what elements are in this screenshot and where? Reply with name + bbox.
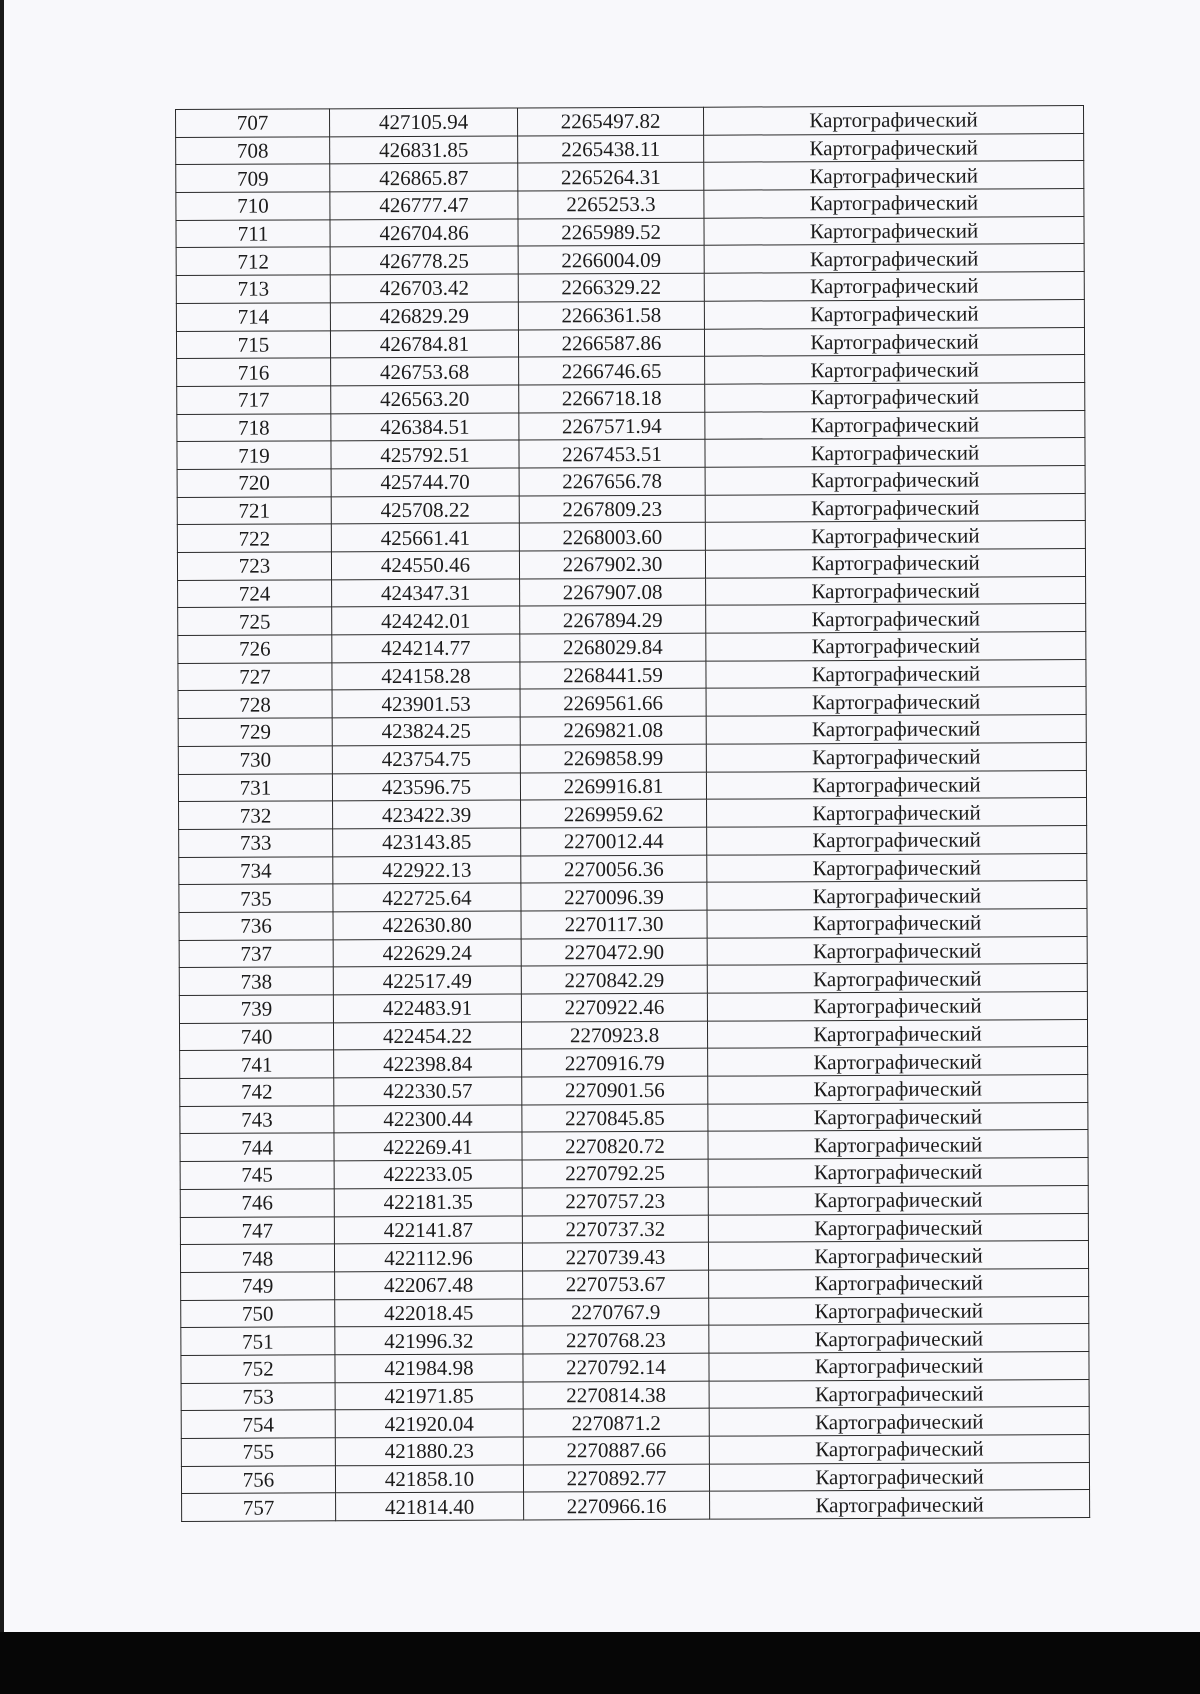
method-cell: Картографический: [707, 936, 1087, 965]
point-number-cell: 724: [178, 580, 332, 608]
y-coordinate-cell: 2265264.31: [518, 163, 704, 191]
table-row: [178, 715, 1086, 747]
x-coordinate-cell: 422483.91: [333, 994, 521, 1023]
method-cell: Картографический: [704, 327, 1084, 356]
point-number-cell: 716: [177, 358, 331, 386]
table-row: [178, 770, 1086, 802]
method-cell: Картографический: [704, 272, 1084, 301]
x-coordinate-cell: 426831.85: [330, 136, 518, 165]
table-row: [177, 521, 1085, 553]
point-number-cell: 721: [177, 496, 331, 524]
method-cell: Картографический: [708, 1213, 1088, 1242]
method-cell: Картографический: [706, 770, 1086, 799]
point-number-cell: 748: [180, 1244, 334, 1272]
method-cell: Картографический: [707, 908, 1087, 937]
point-number-cell: 734: [179, 856, 333, 884]
y-coordinate-cell: 2270767.9: [523, 1298, 709, 1326]
point-number-cell: 707: [176, 109, 330, 137]
table-row: [178, 632, 1086, 664]
table-row: [180, 1130, 1088, 1162]
x-coordinate-cell: 425792.51: [331, 440, 519, 469]
method-cell: Картографический: [709, 1351, 1089, 1380]
x-coordinate-cell: 421920.04: [335, 1409, 523, 1438]
y-coordinate-cell: 2270117.30: [521, 910, 707, 938]
method-cell: Картографический: [706, 576, 1086, 605]
table-row: [180, 1047, 1088, 1079]
point-number-cell: 711: [176, 220, 330, 248]
y-coordinate-cell: 2266746.65: [519, 356, 705, 384]
table-row: [177, 355, 1085, 387]
y-coordinate-cell: 2266718.18: [519, 384, 705, 412]
table-row: [181, 1268, 1089, 1300]
method-cell: Картографический: [708, 1241, 1088, 1270]
point-number-cell: 742: [180, 1078, 334, 1106]
point-number-cell: 725: [178, 607, 332, 635]
table-row: [177, 382, 1085, 414]
y-coordinate-cell: 2267656.78: [519, 467, 705, 495]
x-coordinate-cell: 422629.24: [333, 939, 521, 968]
point-number-cell: 718: [177, 413, 331, 441]
x-coordinate-cell: 422018.45: [335, 1299, 523, 1328]
table-row: [181, 1462, 1089, 1494]
y-coordinate-cell: 2270737.32: [522, 1215, 708, 1243]
x-coordinate-cell: 426384.51: [331, 413, 519, 442]
method-cell: Картографический: [705, 382, 1085, 411]
coordinates-table: [175, 105, 1090, 1522]
x-coordinate-cell: 421971.85: [335, 1382, 523, 1411]
method-cell: Картографический: [705, 355, 1085, 384]
point-number-cell: 741: [180, 1050, 334, 1078]
table-row: [176, 244, 1084, 276]
method-cell: Картографический: [707, 825, 1087, 854]
y-coordinate-cell: 2270472.90: [521, 938, 707, 966]
x-coordinate-cell: 426865.87: [330, 163, 518, 192]
table-row: [180, 1213, 1088, 1245]
method-cell: Картографический: [706, 659, 1086, 688]
point-number-cell: 726: [178, 635, 332, 663]
point-number-cell: 743: [180, 1106, 334, 1134]
x-coordinate-cell: 426784.81: [330, 330, 518, 359]
y-coordinate-cell: 2265438.11: [518, 135, 704, 163]
y-coordinate-cell: 2269821.08: [520, 716, 706, 744]
method-cell: Картографический: [704, 133, 1084, 162]
x-coordinate-cell: 427105.94: [330, 108, 518, 137]
y-coordinate-cell: 2270056.36: [521, 855, 707, 883]
table-row: [178, 742, 1086, 774]
method-cell: Картографический: [707, 853, 1087, 882]
x-coordinate-cell: 421814.40: [336, 1492, 524, 1521]
method-cell: Картографический: [706, 742, 1086, 771]
table-row: [176, 133, 1084, 165]
x-coordinate-cell: 424158.28: [332, 662, 520, 691]
y-coordinate-cell: 2267809.23: [519, 495, 705, 523]
point-number-cell: 745: [180, 1161, 334, 1189]
y-coordinate-cell: 2270892.77: [523, 1464, 709, 1492]
y-coordinate-cell: 2270814.38: [523, 1381, 709, 1409]
x-coordinate-cell: 425744.70: [331, 468, 519, 497]
table-row: [181, 1296, 1089, 1328]
method-cell: Картографический: [706, 715, 1086, 744]
point-number-cell: 744: [180, 1133, 334, 1161]
method-cell: Картографический: [708, 1158, 1088, 1187]
method-cell: Картографический: [710, 1490, 1090, 1519]
y-coordinate-cell: 2267902.30: [519, 550, 705, 578]
x-coordinate-cell: 421880.23: [335, 1437, 523, 1466]
x-coordinate-cell: 426778.25: [330, 246, 518, 275]
table-row: [177, 438, 1085, 470]
y-coordinate-cell: 2270012.44: [521, 827, 707, 855]
y-coordinate-cell: 2270923.8: [521, 1021, 707, 1049]
method-cell: Картографический: [709, 1379, 1089, 1408]
method-cell: Картографический: [707, 798, 1087, 827]
x-coordinate-cell: 421996.32: [335, 1326, 523, 1355]
point-number-cell: 751: [181, 1327, 335, 1355]
point-number-cell: 752: [181, 1355, 335, 1383]
point-number-cell: 746: [180, 1189, 334, 1217]
table-row: [176, 161, 1084, 193]
point-number-cell: 732: [179, 801, 333, 829]
x-coordinate-cell: 423596.75: [332, 772, 520, 801]
y-coordinate-cell: 2270842.29: [521, 965, 707, 993]
y-coordinate-cell: 2270916.79: [522, 1049, 708, 1077]
point-number-cell: 731: [178, 773, 332, 801]
scan-bottom-band: [0, 1632, 1200, 1694]
point-number-cell: 727: [178, 663, 332, 691]
method-cell: Картографический: [705, 521, 1085, 550]
x-coordinate-cell: 422922.13: [333, 856, 521, 885]
x-coordinate-cell: 424214.77: [332, 634, 520, 663]
point-number-cell: 738: [179, 967, 333, 995]
table-row: [182, 1490, 1090, 1522]
x-coordinate-cell: 423143.85: [333, 828, 521, 857]
y-coordinate-cell: 2270922.46: [521, 993, 707, 1021]
x-coordinate-cell: 426704.86: [330, 219, 518, 248]
y-coordinate-cell: 2269858.99: [520, 744, 706, 772]
x-coordinate-cell: 422112.96: [334, 1243, 522, 1272]
table-row: [179, 825, 1087, 857]
method-cell: Картографический: [707, 1019, 1087, 1048]
point-number-cell: 735: [179, 884, 333, 912]
point-number-cell: 749: [181, 1272, 335, 1300]
x-coordinate-cell: 423901.53: [332, 689, 520, 718]
method-cell: Картографический: [703, 106, 1083, 135]
table-row: [176, 327, 1084, 359]
y-coordinate-cell: 2270887.66: [523, 1436, 709, 1464]
table-row: [179, 853, 1087, 885]
table-row: [179, 1019, 1087, 1051]
point-number-cell: 754: [181, 1410, 335, 1438]
point-number-cell: 722: [177, 524, 331, 552]
y-coordinate-cell: 2266004.09: [518, 246, 704, 274]
y-coordinate-cell: 2267894.29: [520, 606, 706, 634]
point-number-cell: 733: [179, 829, 333, 857]
method-cell: Картографический: [708, 1130, 1088, 1159]
table-row: [180, 1185, 1088, 1217]
table-row: [176, 189, 1084, 221]
x-coordinate-cell: 426703.42: [330, 274, 518, 303]
x-coordinate-cell: 422454.22: [333, 1022, 521, 1051]
table-row: [176, 272, 1084, 304]
point-number-cell: 715: [176, 330, 330, 358]
x-coordinate-cell: 422725.64: [333, 883, 521, 912]
point-number-cell: 708: [176, 137, 330, 165]
point-number-cell: 719: [177, 441, 331, 469]
x-coordinate-cell: 422141.87: [334, 1215, 522, 1244]
table-row: [177, 493, 1085, 525]
x-coordinate-cell: 424347.31: [332, 579, 520, 608]
y-coordinate-cell: 2270753.67: [523, 1270, 709, 1298]
x-coordinate-cell: 422330.57: [334, 1077, 522, 1106]
y-coordinate-cell: 2268029.84: [520, 633, 706, 661]
method-cell: Картографический: [704, 189, 1084, 218]
point-number-cell: 709: [176, 164, 330, 192]
method-cell: Картографический: [704, 216, 1084, 245]
table-row: [180, 1102, 1088, 1134]
method-cell: Картографический: [704, 244, 1084, 273]
point-number-cell: 728: [178, 690, 332, 718]
x-coordinate-cell: 422398.84: [334, 1049, 522, 1078]
method-cell: Картографический: [704, 161, 1084, 190]
y-coordinate-cell: 2266329.22: [518, 273, 704, 301]
point-number-cell: 736: [179, 912, 333, 940]
point-number-cell: 747: [180, 1216, 334, 1244]
method-cell: Картографический: [705, 410, 1085, 439]
table-row: [178, 687, 1086, 719]
point-number-cell: 755: [181, 1438, 335, 1466]
point-number-cell: 729: [178, 718, 332, 746]
table-row: [177, 465, 1085, 497]
y-coordinate-cell: 2270096.39: [521, 882, 707, 910]
method-cell: Картографический: [707, 992, 1087, 1021]
table-row: [179, 992, 1087, 1024]
method-cell: Картографический: [709, 1296, 1089, 1325]
point-number-cell: 710: [176, 192, 330, 220]
method-cell: Картографический: [705, 438, 1085, 467]
method-cell: Картографический: [708, 1185, 1088, 1214]
point-number-cell: 712: [176, 247, 330, 275]
y-coordinate-cell: 2269916.81: [520, 772, 706, 800]
point-number-cell: 723: [177, 552, 331, 580]
table-row: [179, 908, 1087, 940]
x-coordinate-cell: 424242.01: [332, 606, 520, 635]
point-number-cell: 730: [178, 746, 332, 774]
y-coordinate-cell: 2266361.58: [518, 301, 704, 329]
y-coordinate-cell: 2270768.23: [523, 1325, 709, 1353]
table-row: [179, 881, 1087, 913]
table-row: [177, 410, 1085, 442]
x-coordinate-cell: 423824.25: [332, 717, 520, 746]
method-cell: Картографический: [706, 632, 1086, 661]
x-coordinate-cell: 426563.20: [331, 385, 519, 414]
table-row: [181, 1435, 1089, 1467]
method-cell: Картографический: [707, 881, 1087, 910]
y-coordinate-cell: 2270820.72: [522, 1132, 708, 1160]
y-coordinate-cell: 2270845.85: [522, 1104, 708, 1132]
x-coordinate-cell: 422269.41: [334, 1132, 522, 1161]
method-cell: Картографический: [709, 1268, 1089, 1297]
table-row: [181, 1324, 1089, 1356]
x-coordinate-cell: 423422.39: [333, 800, 521, 829]
y-coordinate-cell: 2268441.59: [520, 661, 706, 689]
table-row: [177, 549, 1085, 581]
y-coordinate-cell: 2270871.2: [523, 1408, 709, 1436]
method-cell: Картографический: [709, 1435, 1089, 1464]
point-number-cell: 713: [176, 275, 330, 303]
x-coordinate-cell: 426829.29: [330, 302, 518, 331]
y-coordinate-cell: 2270792.25: [522, 1159, 708, 1187]
x-coordinate-cell: 422300.44: [334, 1105, 522, 1134]
table-row: [176, 216, 1084, 248]
x-coordinate-cell: 422067.48: [335, 1271, 523, 1300]
coordinates-table-body: [176, 106, 1090, 1522]
table-row: [178, 576, 1086, 608]
method-cell: Картографический: [705, 465, 1085, 494]
y-coordinate-cell: 2266587.86: [518, 329, 704, 357]
table-row: [179, 798, 1087, 830]
y-coordinate-cell: 2267453.51: [519, 439, 705, 467]
method-cell: Картографический: [707, 964, 1087, 993]
method-cell: Картографический: [706, 687, 1086, 716]
point-number-cell: 717: [177, 386, 331, 414]
y-coordinate-cell: 2265253.3: [518, 190, 704, 218]
y-coordinate-cell: 2269561.66: [520, 689, 706, 717]
table-row: [179, 936, 1087, 968]
method-cell: Картографический: [709, 1407, 1089, 1436]
point-number-cell: 756: [181, 1466, 335, 1494]
table-row: [181, 1407, 1089, 1439]
x-coordinate-cell: 425708.22: [331, 496, 519, 525]
method-cell: Картографический: [705, 493, 1085, 522]
method-cell: Картографический: [704, 299, 1084, 328]
x-coordinate-cell: 422517.49: [333, 966, 521, 995]
x-coordinate-cell: 423754.75: [332, 745, 520, 774]
table-row: [181, 1351, 1089, 1383]
point-number-cell: 753: [181, 1382, 335, 1410]
y-coordinate-cell: 2267907.08: [520, 578, 706, 606]
method-cell: Картографический: [705, 549, 1085, 578]
y-coordinate-cell: 2265989.52: [518, 218, 704, 246]
table-row: [179, 964, 1087, 996]
method-cell: Картографический: [708, 1047, 1088, 1076]
point-number-cell: 737: [179, 939, 333, 967]
x-coordinate-cell: 421858.10: [335, 1465, 523, 1494]
point-number-cell: 739: [179, 995, 333, 1023]
table-row: [180, 1241, 1088, 1273]
method-cell: Картографический: [708, 1102, 1088, 1131]
method-cell: Картографический: [708, 1075, 1088, 1104]
y-coordinate-cell: 2270739.43: [522, 1242, 708, 1270]
x-coordinate-cell: 422233.05: [334, 1160, 522, 1189]
y-coordinate-cell: 2270901.56: [522, 1076, 708, 1104]
table-row: [178, 604, 1086, 636]
x-coordinate-cell: 426753.68: [331, 357, 519, 386]
table-row: [180, 1158, 1088, 1190]
method-cell: Картографический: [706, 604, 1086, 633]
y-coordinate-cell: 2270757.23: [522, 1187, 708, 1215]
table-row: [178, 659, 1086, 691]
method-cell: Картографический: [709, 1462, 1089, 1491]
point-number-cell: 714: [176, 303, 330, 331]
y-coordinate-cell: 2269959.62: [521, 799, 707, 827]
point-number-cell: 720: [177, 469, 331, 497]
x-coordinate-cell: 422181.35: [334, 1188, 522, 1217]
table-row: [181, 1379, 1089, 1411]
x-coordinate-cell: 424550.46: [331, 551, 519, 580]
y-coordinate-cell: 2268003.60: [519, 523, 705, 551]
point-number-cell: 740: [179, 1023, 333, 1051]
table-row: [176, 106, 1084, 138]
y-coordinate-cell: 2270966.16: [524, 1492, 710, 1520]
point-number-cell: 757: [182, 1493, 336, 1521]
y-coordinate-cell: 2267571.94: [519, 412, 705, 440]
table-row: [180, 1075, 1088, 1107]
x-coordinate-cell: 425661.41: [331, 523, 519, 552]
y-coordinate-cell: 2265497.82: [517, 107, 703, 135]
point-number-cell: 750: [181, 1299, 335, 1327]
x-coordinate-cell: 422630.80: [333, 911, 521, 940]
x-coordinate-cell: 426777.47: [330, 191, 518, 220]
y-coordinate-cell: 2270792.14: [523, 1353, 709, 1381]
table-row: [176, 299, 1084, 331]
method-cell: Картографический: [709, 1324, 1089, 1353]
x-coordinate-cell: 421984.98: [335, 1354, 523, 1383]
